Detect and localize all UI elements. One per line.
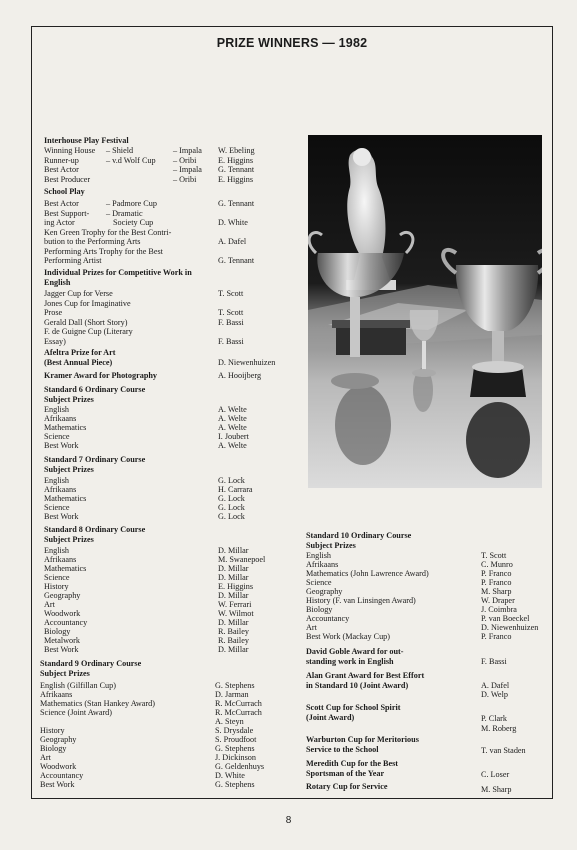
std6-winner: A. Welte	[218, 423, 247, 432]
individual-line: Prose	[44, 308, 63, 317]
std8-winner: E. Higgins	[218, 582, 254, 591]
std6-subject: Mathematics	[44, 423, 87, 432]
trophy-photo	[308, 135, 542, 488]
meredith-heading: Sportsman of the Year	[306, 768, 385, 778]
std7-heading: Standard 7 Ordinary Course	[44, 455, 146, 464]
school-play-winner: D. White	[218, 218, 248, 227]
std6-winner: A. Welte	[218, 414, 247, 423]
afeltra-winner: D. Niewenhuizen	[218, 357, 276, 367]
std7-winner: G. Lock	[218, 512, 245, 521]
std7-subject: Mathematics	[44, 494, 87, 503]
std10-winner: P. van Boeckel	[481, 614, 530, 623]
std8-subject: History	[44, 582, 69, 591]
std9-winner: S. Proudfoot	[215, 735, 257, 744]
std10-subject: Biology	[306, 605, 333, 614]
std9-subject: Afrikaans	[40, 690, 73, 699]
std6-subject: English	[44, 405, 70, 414]
std7-subject: Science	[44, 503, 70, 512]
std8-heading: Standard 8 Ordinary Course	[44, 525, 146, 534]
school-play-line: Ken Green Trophy for the Best Contri-	[44, 227, 172, 237]
std10-winner: J. Coimbra	[481, 605, 517, 614]
std10-subject: Accountancy	[306, 614, 350, 623]
std8-winner: R. Bailey	[218, 636, 249, 645]
play-row-label: Best Producer	[44, 174, 91, 184]
spirit-heading: (Joint Award)	[306, 712, 355, 722]
std7-winner: G. Lock	[218, 494, 245, 503]
std8-subject: Metalwork	[44, 636, 80, 645]
std8-subject: Science	[44, 573, 70, 582]
std9-subject: History	[40, 726, 65, 735]
meredith-heading: Meredith Cup for the Best	[306, 759, 399, 768]
play-heading: Interhouse Play Festival	[44, 136, 129, 145]
std10-subject: Afrikaans	[306, 560, 339, 569]
std7-subject: English	[44, 476, 70, 485]
play-row-prize: – Shield	[106, 146, 134, 155]
play-row-house: – Oribi	[173, 155, 197, 165]
std8-winner: D. Millar	[218, 618, 249, 627]
play-row-prize: – v.d Wolf Cup	[106, 155, 156, 165]
std10-winner: W. Draper	[481, 596, 515, 605]
play-row-winner: E. Higgins	[218, 174, 254, 184]
std6-subject: Afrikaans	[44, 414, 77, 423]
warburton-winner: T. van Staden	[481, 746, 526, 755]
std10-subject: Mathematics (John Lawrence Award)	[306, 569, 429, 578]
std9-subject: Art	[40, 753, 51, 762]
school-play-winner: A. Dafel	[218, 237, 247, 246]
school-play-line: bution to the Performing Arts	[44, 237, 141, 246]
individual-line: Jagger Cup for Verse	[44, 289, 113, 298]
std8-subject: Geography	[44, 591, 81, 600]
std10-subject: Best Work (Mackay Cup)	[306, 632, 391, 641]
std6-winner: I. Joubert	[218, 432, 249, 441]
std8-subject: Accountancy	[44, 618, 88, 627]
school-play-winner: G. Tennant	[218, 256, 255, 265]
std8-subject: Afrikaans	[44, 555, 77, 564]
std9-subject: Geography	[40, 735, 77, 744]
school-play-line: ing Actor	[44, 218, 75, 227]
grant-winner: A. Dafel	[481, 680, 510, 690]
std9-winner: G. Stephens	[215, 744, 255, 753]
std9-subject: Woodwork	[40, 762, 77, 771]
kramer-heading: Kramer Award for Photography	[44, 371, 158, 380]
std7-subject: Afrikaans	[44, 485, 77, 494]
std8-heading: Subject Prizes	[44, 534, 94, 544]
std9-winner: G. Stephens	[215, 681, 255, 690]
individual-line: Jones Cup for Imaginative	[44, 298, 131, 308]
std8-subject: Mathematics	[44, 564, 87, 573]
std7-winner: H. Carrara	[218, 485, 253, 494]
spirit-winner: P. Clark	[481, 714, 507, 723]
std9-subject: Science (Joint Award)	[40, 708, 113, 717]
std8-winner: D. Millar	[218, 546, 249, 555]
play-row-label: Best Actor	[44, 165, 79, 174]
std9-winner: G. Stephens	[215, 780, 255, 789]
page-number: 8	[285, 815, 292, 826]
std6-winner: A. Welte	[218, 441, 247, 450]
play-row-winner: W. Ebeling	[218, 146, 255, 155]
std9-winner: R. McCurrach	[215, 708, 262, 717]
school-play-winner: G. Tennant	[218, 199, 255, 208]
std8-subject: Biology	[44, 627, 71, 636]
school-play-line: Performing Arts Trophy for the Best	[44, 246, 163, 256]
std6-winner: A. Welte	[218, 405, 247, 414]
std6-heading: Standard 6 Ordinary Course	[44, 385, 146, 394]
goble-heading: standing work in English	[306, 656, 394, 666]
std10-subject: Science	[306, 578, 332, 587]
std9-subject: Mathematics (Stan Hankey Award)	[40, 699, 155, 708]
school-play-prize: Society Cup	[113, 218, 154, 227]
play-row-winner: G. Tennant	[218, 165, 255, 174]
std6-heading: Subject Prizes	[44, 394, 94, 404]
std10-winner: T. Scott	[481, 551, 507, 560]
std8-winner: D. Millar	[218, 591, 249, 600]
spirit-heading: Scott Cup for School Spirit	[306, 703, 401, 712]
std7-heading: Subject Prizes	[44, 464, 94, 474]
grant-winner: D. Welp	[481, 690, 508, 699]
play-row-house: – Oribi	[173, 174, 197, 184]
std9-winner: S. Drysdale	[215, 726, 254, 735]
afeltra-heading: Afeltra Prize for Art	[44, 348, 116, 357]
grant-heading: in Standard 10 (Joint Award)	[306, 680, 409, 690]
std10-winner: C. Munro	[481, 560, 513, 569]
school-play-prize: – Dramatic	[106, 208, 143, 218]
school-play-line: Performing Artist	[44, 256, 102, 265]
play-row-label: Winning House	[44, 146, 96, 155]
play-row-winner: E. Higgins	[218, 155, 254, 165]
std9-subject: Best Work	[40, 780, 75, 789]
std9-winner: J. Dickinson	[215, 753, 256, 762]
goble-winner: F. Bassi	[481, 656, 507, 666]
std10-subject: Geography	[306, 587, 343, 596]
std10-winner: M. Sharp	[481, 587, 512, 596]
std7-subject: Best Work	[44, 512, 79, 521]
page-title: PRIZE WINNERS — 1982	[216, 36, 368, 50]
school-play-line: Best Support-	[44, 208, 90, 218]
individual-heading: Individual Prizes for Competitive Work in	[44, 268, 192, 277]
std9-winner: R. McCurrach	[215, 699, 262, 708]
std8-subject: Best Work	[44, 645, 79, 654]
std9-subject: English (Gilfillan Cup)	[40, 681, 116, 690]
individual-line: F. de Guigne Cup (Literary	[44, 327, 133, 336]
grant-heading: Alan Grant Award for Best Effort	[306, 671, 425, 680]
std8-subject: English	[44, 546, 70, 555]
rotary-heading: Rotary Cup for Service	[306, 782, 388, 791]
std8-winner: D. Millar	[218, 573, 249, 582]
individual-winner: F. Bassi	[218, 336, 244, 346]
std6-subject: Best Work	[44, 441, 79, 450]
std10-subject: English	[306, 551, 332, 560]
std7-winner: G. Lock	[218, 476, 245, 485]
afeltra-heading: (Best Annual Piece)	[44, 357, 113, 367]
std10-subject: Art	[306, 623, 317, 632]
std10-winner: P. Franco	[481, 578, 512, 587]
play-row-house: – Impala	[173, 146, 202, 155]
rotary-winner: M. Sharp	[481, 785, 512, 794]
individual-winner: F. Bassi	[218, 317, 244, 327]
individual-heading: English	[44, 277, 71, 287]
play-row-label: Runner-up	[44, 155, 79, 165]
std9-winner: A. Steyn	[215, 717, 244, 726]
school-play-line: Best Actor	[44, 199, 79, 208]
std9-subject: Biology	[40, 744, 67, 753]
individual-line: Gerald Dall (Short Story)	[44, 317, 128, 327]
std10-heading: Subject Prizes	[306, 540, 356, 550]
goble-heading: David Goble Award for out-	[306, 647, 404, 656]
individual-winner: T. Scott	[218, 289, 244, 298]
std6-subject: Science	[44, 432, 70, 441]
individual-winner: T. Scott	[218, 308, 244, 317]
std10-heading: Standard 10 Ordinary Course	[306, 531, 412, 540]
individual-line: Essay)	[44, 336, 66, 346]
school-play-heading: School Play	[44, 187, 85, 196]
std8-subject: Art	[44, 600, 55, 609]
warburton-heading: Warburton Cup for Meritorious	[306, 735, 419, 744]
std10-winner: P. Franco	[481, 632, 512, 641]
warburton-heading: Service to the School	[306, 744, 379, 754]
std10-winner: P. Franco	[481, 569, 512, 578]
std8-winner: W. Ferrari	[218, 600, 252, 609]
std9-winner: D. Jarman	[215, 690, 249, 699]
std8-winner: M. Swanepoel	[218, 555, 266, 564]
std9-winner: D. White	[215, 771, 245, 780]
std9-heading: Subject Prizes	[40, 668, 90, 678]
kramer-winner: A. Hooijberg	[218, 371, 262, 380]
std9-winner: G. Geldenhuys	[215, 762, 265, 771]
spirit-winner: M. Roberg	[481, 723, 517, 733]
std9-heading: Standard 9 Ordinary Course	[40, 659, 142, 668]
meredith-winner: C. Loser	[481, 770, 510, 779]
school-play-prize: – Padmore Cup	[106, 199, 157, 208]
std8-winner: D. Millar	[218, 564, 249, 573]
std8-subject: Woodwork	[44, 609, 81, 618]
std10-winner: D. Niewenhuizen	[481, 623, 539, 632]
std10-subject: History (F. van Linsingen Award)	[306, 596, 416, 605]
std8-winner: R. Bailey	[218, 627, 249, 636]
std8-winner: W. Wilmot	[218, 609, 254, 618]
std8-winner: D. Millar	[218, 645, 249, 654]
std7-winner: G. Lock	[218, 503, 245, 512]
std9-subject: Accountancy	[40, 771, 84, 780]
play-row-house: – Impala	[173, 165, 202, 174]
